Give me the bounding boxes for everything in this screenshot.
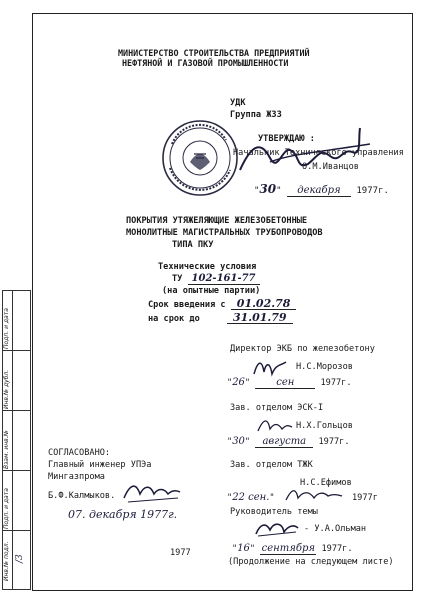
sign-1-position: Директор ЭКБ по железобетону (230, 344, 375, 354)
sign-3-day: 22 сен. (232, 492, 270, 503)
sign-4-date: "16" сентября 1977г. (232, 543, 353, 554)
ministry-line-1: МИНИСТЕРСТВО СТРОИТЕЛЬСТВА ПРЕДПРИЯТИЙ (118, 48, 310, 58)
sign-4-name: - У.А.Ольман (304, 524, 367, 534)
sign-4-position: Руководитель темы (230, 507, 318, 517)
stamp-handwritten-number: /3 (15, 554, 25, 563)
approval-date-line: "30" декабря 1977г. (254, 182, 389, 196)
tu-number: 102-161-77 (188, 274, 260, 285)
until-date: 31.01.79 (227, 313, 293, 324)
approval-day: 30 (259, 182, 277, 196)
sign-2-year: 1977г. (318, 437, 350, 447)
official-seal-stamp (160, 118, 240, 198)
sign-4-year: 1977г. (321, 544, 353, 554)
agreed-label: СОГЛАСОВАНО: (48, 448, 111, 458)
stamp-cell-3 (2, 410, 30, 470)
sign-2-date: "30" августа 1977г. (227, 436, 350, 447)
sign-4-month: сентября (261, 543, 315, 554)
approver-signature (230, 118, 390, 188)
sign-2-name: Н.Х.Гольцов (296, 421, 353, 431)
stamp-label: Взам. инв.№ (3, 430, 10, 469)
agreed-date: 07. декабря 1977г. (68, 508, 178, 521)
sign-1-date: "26" сен 1977г. (227, 377, 352, 388)
sign-4-day: 16 (237, 543, 250, 554)
udk-label: УДК (230, 98, 246, 108)
until-label: на срок до (148, 314, 200, 324)
batch-note: (на опытные партии) (162, 286, 261, 296)
group-label: Группа Ж33 (230, 110, 282, 120)
stamp-label: Инв.№ подл. (3, 541, 10, 581)
sign-1-day: 26 (232, 377, 245, 388)
sign-3-position: Зав. отделом ТЖК (230, 460, 313, 470)
approved-label: УТВЕРЖДАЮ : (258, 134, 315, 144)
stamp-cell-5 (2, 530, 30, 590)
intro-date: 01.02.78 (231, 299, 297, 310)
approval-year: 1977г. (356, 186, 389, 196)
title-line-3: ТИПА ПКУ (172, 240, 214, 250)
sign-4-signature (252, 518, 300, 540)
stamp-label: Подп. и дата (3, 308, 10, 349)
agreed-signature (120, 478, 182, 506)
sign-4-name-text: У.А.Ольман (314, 524, 367, 534)
side-stamp-column (2, 290, 30, 590)
title-line-1: ПОКРЫТИЯ УТЯЖЕЛЯЮЩИЕ ЖЕЛЕЗОБЕТОННЫЕ (126, 216, 308, 226)
spec-heading: Технические условия (158, 262, 257, 272)
tu-line (172, 274, 260, 285)
sign-2-signature (254, 415, 294, 437)
document-year: 1977 (170, 548, 191, 558)
sign-2-day: 30 (232, 436, 245, 447)
stamp-cell-2 (2, 350, 30, 410)
stamp-cell-4 (2, 470, 30, 530)
title-line-2: МОНОЛИТНЫЕ МАГИСТРАЛЬНЫХ ТРУБОПРОВОДОВ (126, 228, 323, 238)
sign-1-name: Н.С.Морозов (296, 362, 353, 372)
sign-3-signature (282, 484, 344, 504)
intro-line (148, 299, 296, 310)
sign-2-month: августа (255, 437, 313, 448)
agreed-name: Б.Ф.Калмыков. (48, 491, 116, 501)
stamp-cell-1 (2, 290, 30, 350)
until-line (148, 313, 293, 324)
approver-position: Начальник Технического управления (233, 148, 404, 158)
intro-label: Срок введения с (148, 300, 226, 310)
tu-prefix: ТУ (172, 274, 183, 284)
sign-3-year: 1977г (352, 493, 378, 503)
ministry-line-2: НЕФТЯНОЙ И ГАЗОВОЙ ПРОМЫШЛЕННОСТИ (122, 58, 289, 68)
stamp-label: Инв.№ дубл. (3, 369, 10, 409)
agreed-line-2: Мингазпрома (48, 472, 105, 482)
sign-3-name: Н.С.Ефимов (300, 478, 352, 488)
continuation-note: (Продолжение на следующем листе) (228, 557, 394, 567)
sign-3-date: "22 сен." (227, 492, 275, 503)
sign-2-position: Зав. отделом ЭСК-I (230, 403, 324, 413)
approver-name: О.М.Иванцов (302, 162, 359, 172)
agreed-line-1: Главный инженер УПЭа (48, 460, 152, 470)
sign-1-month: сен (255, 378, 315, 389)
approval-month: декабря (287, 186, 351, 197)
sign-1-year: 1977г. (320, 378, 352, 388)
stamp-label: Подп. и дата (3, 488, 10, 529)
